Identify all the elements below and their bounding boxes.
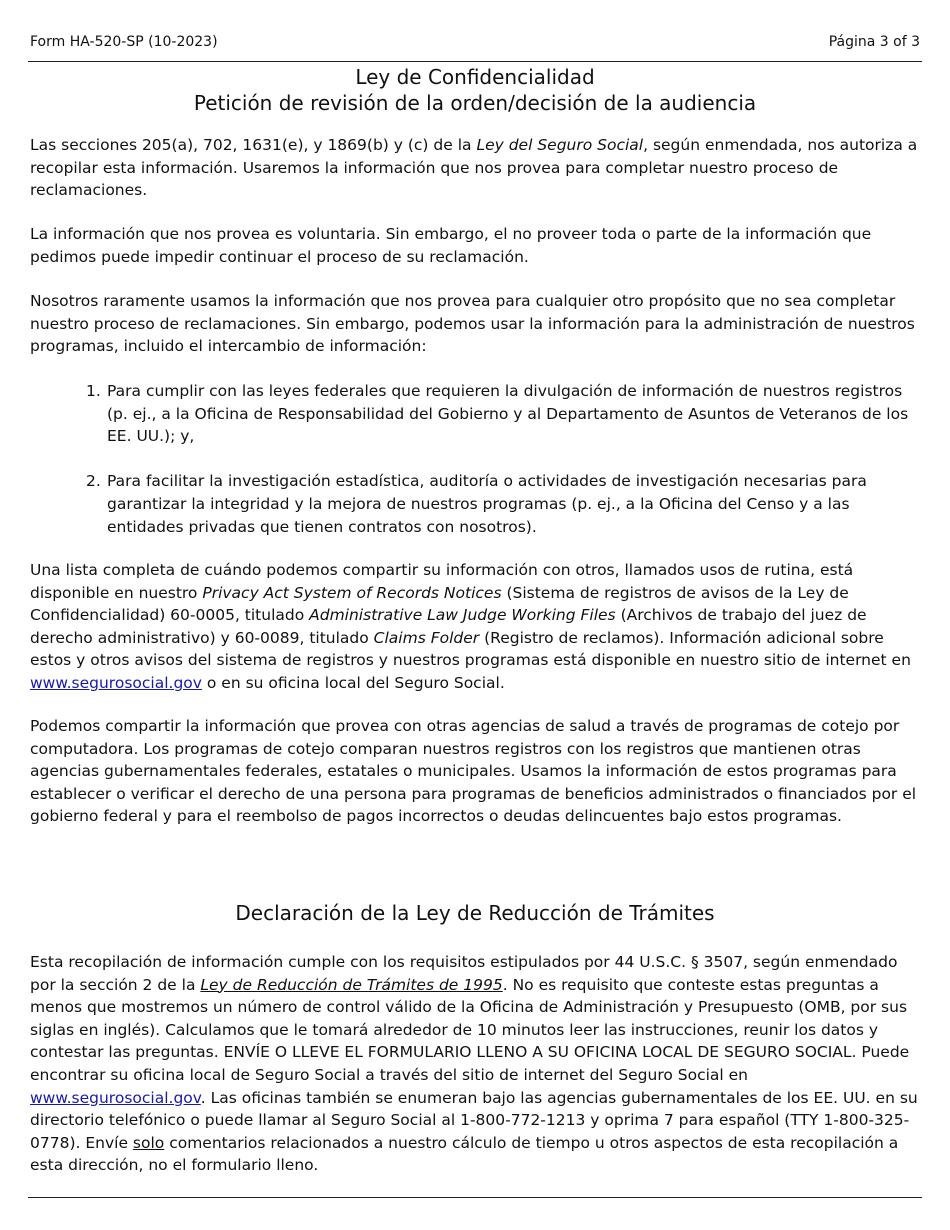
pw-text-c: Puede encontrar su oficina local de Seguro Social a través del sitio de internet del Seguro Social en	[30, 1043, 910, 1084]
paperwork-title: Declaración de la Ley de Reducción de Trámites	[235, 901, 715, 925]
form-id: Form HA-520-SP (10-2023)	[30, 34, 218, 50]
list-item-number: 1.	[86, 382, 101, 400]
paperwork-paragraph	[30, 951, 922, 1177]
p4-text-c: (Archivos de trabajo del juez de derecho administrativo) y 60-0089, titulado	[30, 606, 867, 647]
p4-text-e: o en su oficina local del Seguro Social.	[201, 673, 505, 692]
list-item-text: Para facilitar la investigación estadística, auditoría o actividades de investigación necesarias para garantizar la integridad y la mejora de nuestros programas (p. ej., a la Oficina del Censo y a las entidades privadas que tienen contratos con nosotros).	[107, 472, 867, 536]
pw-text-d: . Las oficinas también se enumeran bajo las agencias gubernamentales de los EE. UU. en su directorio telefónico o puede llamar al Seguro Social al 1-800-772-1213 y oprima 7 para español (TTY 1-800-325-0778). Envíe	[30, 1088, 918, 1152]
disclosure-list	[86, 380, 926, 538]
list-item	[86, 380, 926, 448]
p4-italic-claims-folder: Claims Folder	[373, 628, 480, 647]
privacy-paragraph-4	[30, 559, 922, 695]
list-item	[86, 470, 926, 538]
pw-text-b: . No es requisito que conteste estas preguntas a menos que mostremos un número de control válido de la Oficina de Administración y Presupuesto (OMB, por sus siglas en inglés). Calculamos que le tomará alrededor de 10 minutos leer las instrucciones, reunir los datos y contestar las preguntas.	[30, 975, 908, 1062]
segurosocial-link[interactable]: www.segurosocial.gov	[30, 673, 202, 692]
page-header	[30, 34, 920, 52]
pw-law-name: Ley de Reducción de Trámites de 1995	[200, 975, 503, 994]
p4-text-a: Una lista completa de cuándo podemos compartir su información con otros, llamados usos de rutina, está disponible en nuestro	[30, 561, 854, 602]
p4-italic-alj-files: Administrative Law Judge Working Files	[309, 606, 616, 625]
pw-caps-instruction: ENVÍE O LLEVE EL FORMULARIO LLENO A SU OFICINA LOCAL DE SEGURO SOCIAL.	[223, 1043, 857, 1062]
privacy-paragraph-5: Podemos compartir la información que provea con otras agencias de salud a través de programas de cotejo por computadora. Los programas de cotejo comparan nuestros registros con los registros que mantienen otras agencias gubernamentales federales, estatales o municipales. Usamos la información de estos programas para establecer o verificar el derecho de una persona para programas de beneficios administrados o financiados por el gobierno federal y para el reembolso de pagos incorrectos o deudas delincuentes bajo estos programas.	[30, 717, 917, 826]
segurosocial-link[interactable]: www.segurosocial.gov	[30, 1088, 201, 1107]
list-item-text: Para cumplir con las leyes federales que requieren la divulgación de información de nuestros registros (p. ej., a la Oficina de Responsabilidad del Gobierno y al Departamento de Asuntos de Veteranos de los EE. UU.); y,	[107, 382, 909, 446]
list-item-number: 2.	[86, 472, 101, 491]
header-rule	[28, 61, 922, 62]
p4-text-b: (Sistema de registros de avisos de la Ley de Confidencialidad) 60-0005, titulado	[30, 583, 849, 625]
privacy-paragraph-3: Nosotros raramente usamos la información que nos provea para cualquier otro propósito que no sea completar nuestro proceso de reclamaciones. Sin embargo, podemos usar la información para la administración de nuestros programas, incluido el intercambio de información:	[30, 292, 915, 356]
p1-law-name: Ley del Seguro Social	[476, 136, 644, 154]
pw-solo-underlined: solo	[132, 1133, 165, 1152]
pw-text-a: Esta recopilación de información cumple con los requisitos estipulados por 44 U.S.C. § 3507, según enmendado por la sección 2 de la	[30, 953, 898, 994]
privacy-act-title	[0, 64, 950, 116]
privacy-title-line2: Petición de revisión de la orden/decisión de la audiencia	[193, 91, 757, 115]
privacy-paragraph-1	[30, 134, 922, 202]
p1-text-a: Las secciones 205(a), 702, 1631(e), y 1869(b) y (c) de la	[30, 136, 477, 154]
privacy-paragraph-2: La información que nos provea es voluntaria. Sin embargo, el no proveer toda o parte de la información que pedimos puede impedir continuar el proceso de su reclamación.	[30, 225, 872, 266]
p4-italic-notices: Privacy Act System of Records Notices	[202, 583, 502, 602]
pw-text-e: comentarios relacionados a nuestro cálculo de tiempo u otros aspectos de esta recopilación a esta dirección, no el formulario lleno.	[30, 1133, 899, 1175]
page-number: Página 3 of 3	[828, 34, 920, 50]
footer-rule	[28, 1197, 922, 1198]
p1-text-b: , según enmendada, nos autoriza a recopilar esta información. Usaremos la información que nos provea para completar nuestro proceso de reclamaciones.	[30, 136, 918, 200]
privacy-title-line1: Ley de Confidencialidad	[355, 65, 595, 89]
p4-text-d: (Registro de reclamos). Información adicional sobre estos y otros avisos del sistema de registros y nuestros programas está disponible en nuestro sitio de internet en	[30, 628, 911, 670]
